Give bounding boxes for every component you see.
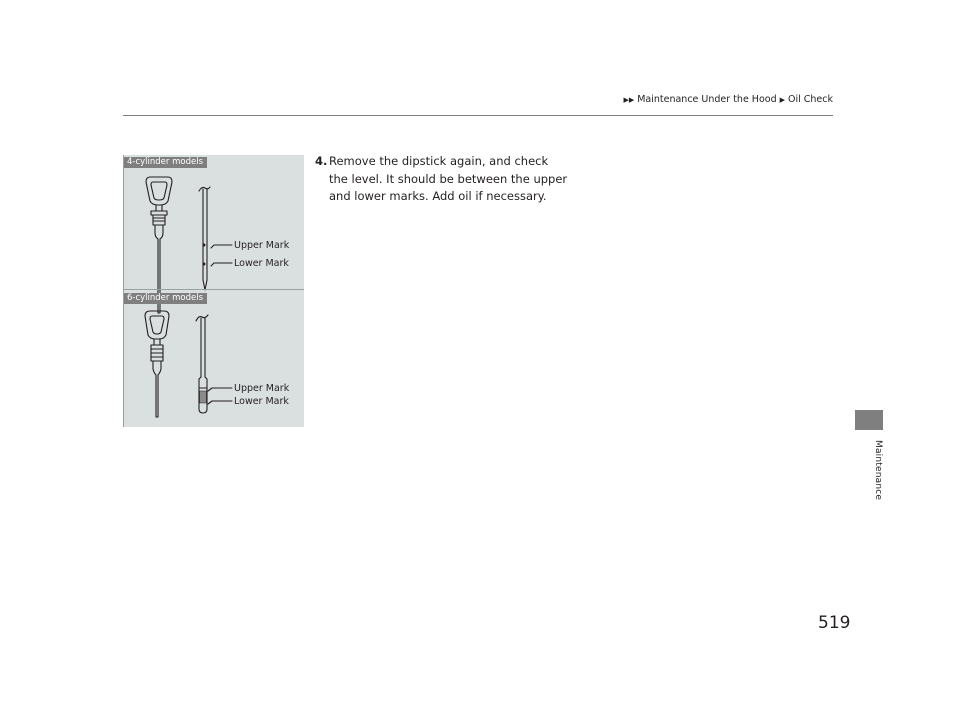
- upper-mark-label: Upper Mark: [234, 240, 290, 251]
- panel-tag-4-cylinder: 4-cylinder models: [124, 157, 207, 168]
- breadcrumb-item: Oil Check: [788, 94, 833, 105]
- dipstick-figure: [123, 155, 304, 427]
- upper-mark-label: Upper Mark: [234, 383, 290, 394]
- lower-mark-label: Lower Mark: [234, 258, 289, 269]
- breadcrumb-arrow-icon: ▶: [779, 95, 785, 104]
- lower-mark-leader: [208, 401, 232, 404]
- header-rule: [123, 115, 833, 116]
- section-tab: [855, 410, 883, 430]
- lower-mark-label: Lower Mark: [234, 396, 289, 407]
- upper-mark-leader: [211, 245, 232, 248]
- upper-mark-leader: [208, 388, 232, 391]
- breadcrumb-item: Maintenance Under the Hood: [637, 94, 777, 105]
- panel-tag-6-cylinder: 6-cylinder models: [124, 293, 207, 304]
- page-number: 519: [818, 613, 851, 633]
- dipstick-handle-6cyl: [145, 311, 169, 417]
- breadcrumb-arrow-icon: ▶▶: [623, 95, 635, 104]
- lower-mark-leader: [211, 263, 232, 266]
- dipstick-blade-6cyl: [196, 315, 208, 413]
- step-instruction: [315, 153, 570, 206]
- step-text: Remove the dipstick again, and check the level. It should be between the upper and lower marks. Add oil if necessary.: [329, 154, 568, 203]
- panel-divider: [124, 289, 304, 290]
- step-number: 4.: [315, 154, 328, 168]
- section-label: Maintenance: [873, 440, 883, 501]
- breadcrumb: [623, 94, 833, 105]
- dipstick-blade-4cyl: [199, 187, 210, 290]
